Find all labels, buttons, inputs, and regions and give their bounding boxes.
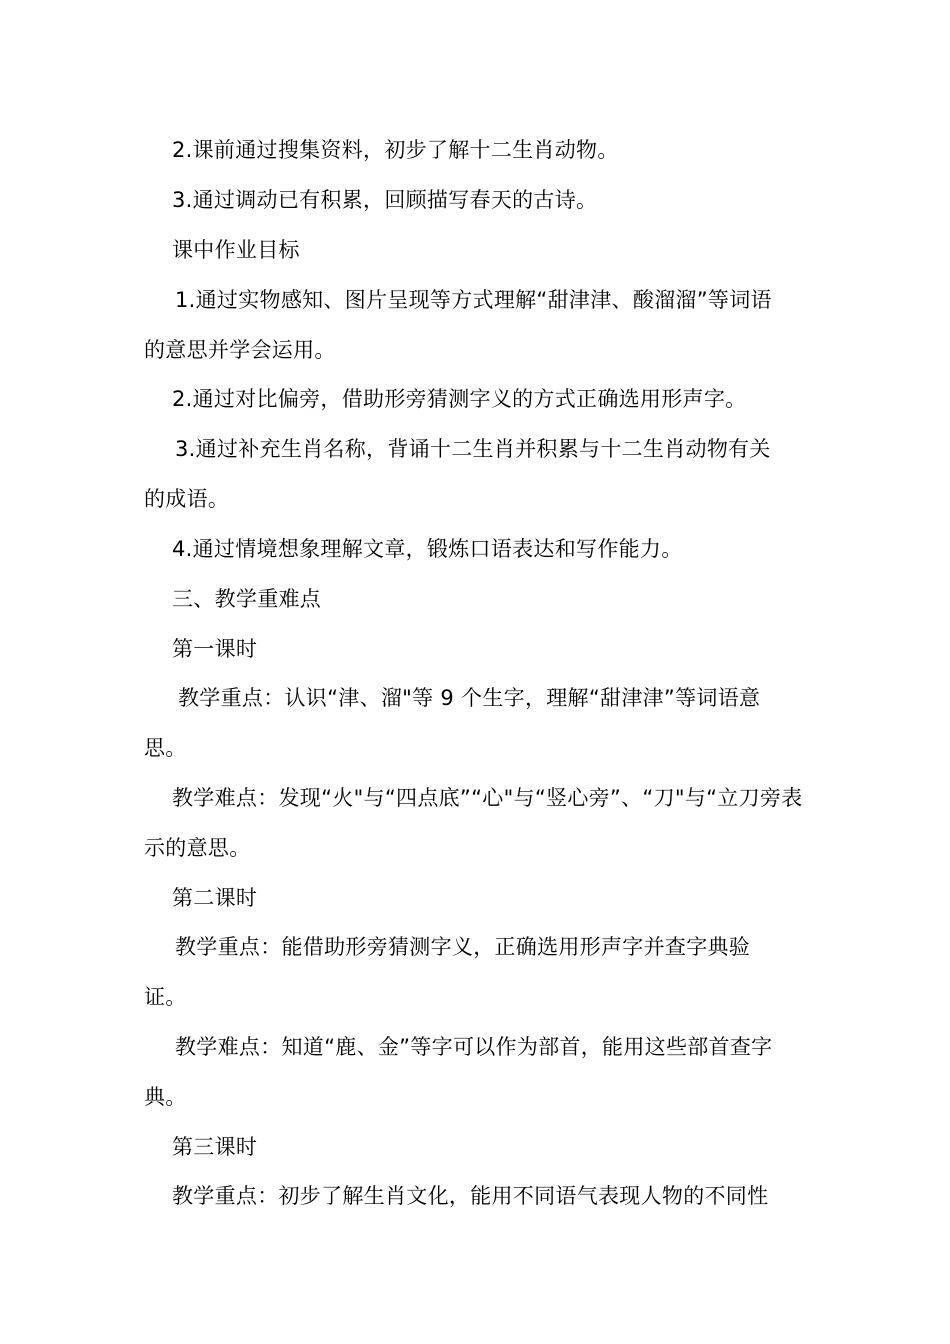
text-line: 教学重点：认识“津、溜"等 9 个生字，理解“甜津津”等词语意 xyxy=(178,686,761,710)
text-line: 4.通过情境想象理解文章，锻炼口语表达和写作能力。 xyxy=(172,537,683,561)
text-line: 示的意思。 xyxy=(144,836,251,860)
text-line: 教学难点：知道“鹿、金”等字可以作为部首，能用这些部首查字 xyxy=(175,1035,773,1059)
subsection-heading: 第一课时 xyxy=(172,637,258,661)
section-heading: 课中作业目标 xyxy=(172,238,300,262)
text-line: 2.课前通过搜集资料，初步了解十二生肖动物。 xyxy=(172,138,619,162)
text-line: 的成语。 xyxy=(144,487,230,511)
subsection-heading: 第二课时 xyxy=(172,886,258,910)
text-line: 教学难点：发现“火"与“四点底”“心"与“竖心旁”、“刀"与“立刀旁表 xyxy=(172,786,803,810)
text-line: 证。 xyxy=(144,985,187,1009)
text-line: 思。 xyxy=(144,736,187,760)
text-line: 3.通过补充生肖名称，背诵十二生肖并积累与十二生肖动物有关 xyxy=(175,437,771,461)
text-line: 教学重点：能借助形旁猜测字义，正确选用形声字并查字典验 xyxy=(175,935,751,959)
text-line: 的意思并学会运用。 xyxy=(144,338,336,362)
section-heading: 三、教学重难点 xyxy=(172,587,322,611)
text-line: 典。 xyxy=(144,1085,187,1109)
subsection-heading: 第三课时 xyxy=(172,1135,258,1159)
text-line: 1.通过实物感知、图片呈现等方式理解“甜津津、酸溜溜”等词语 xyxy=(175,288,772,312)
text-line: 教学重点：初步了解生肖文化，能用不同语气表现人物的不同性 xyxy=(172,1184,769,1208)
text-line: 3.通过调动已有积累，回顾描写春天的古诗。 xyxy=(172,188,598,212)
text-line: 2.通过对比偏旁，借助形旁猜测字义的方式正确选用形声字。 xyxy=(172,387,747,411)
